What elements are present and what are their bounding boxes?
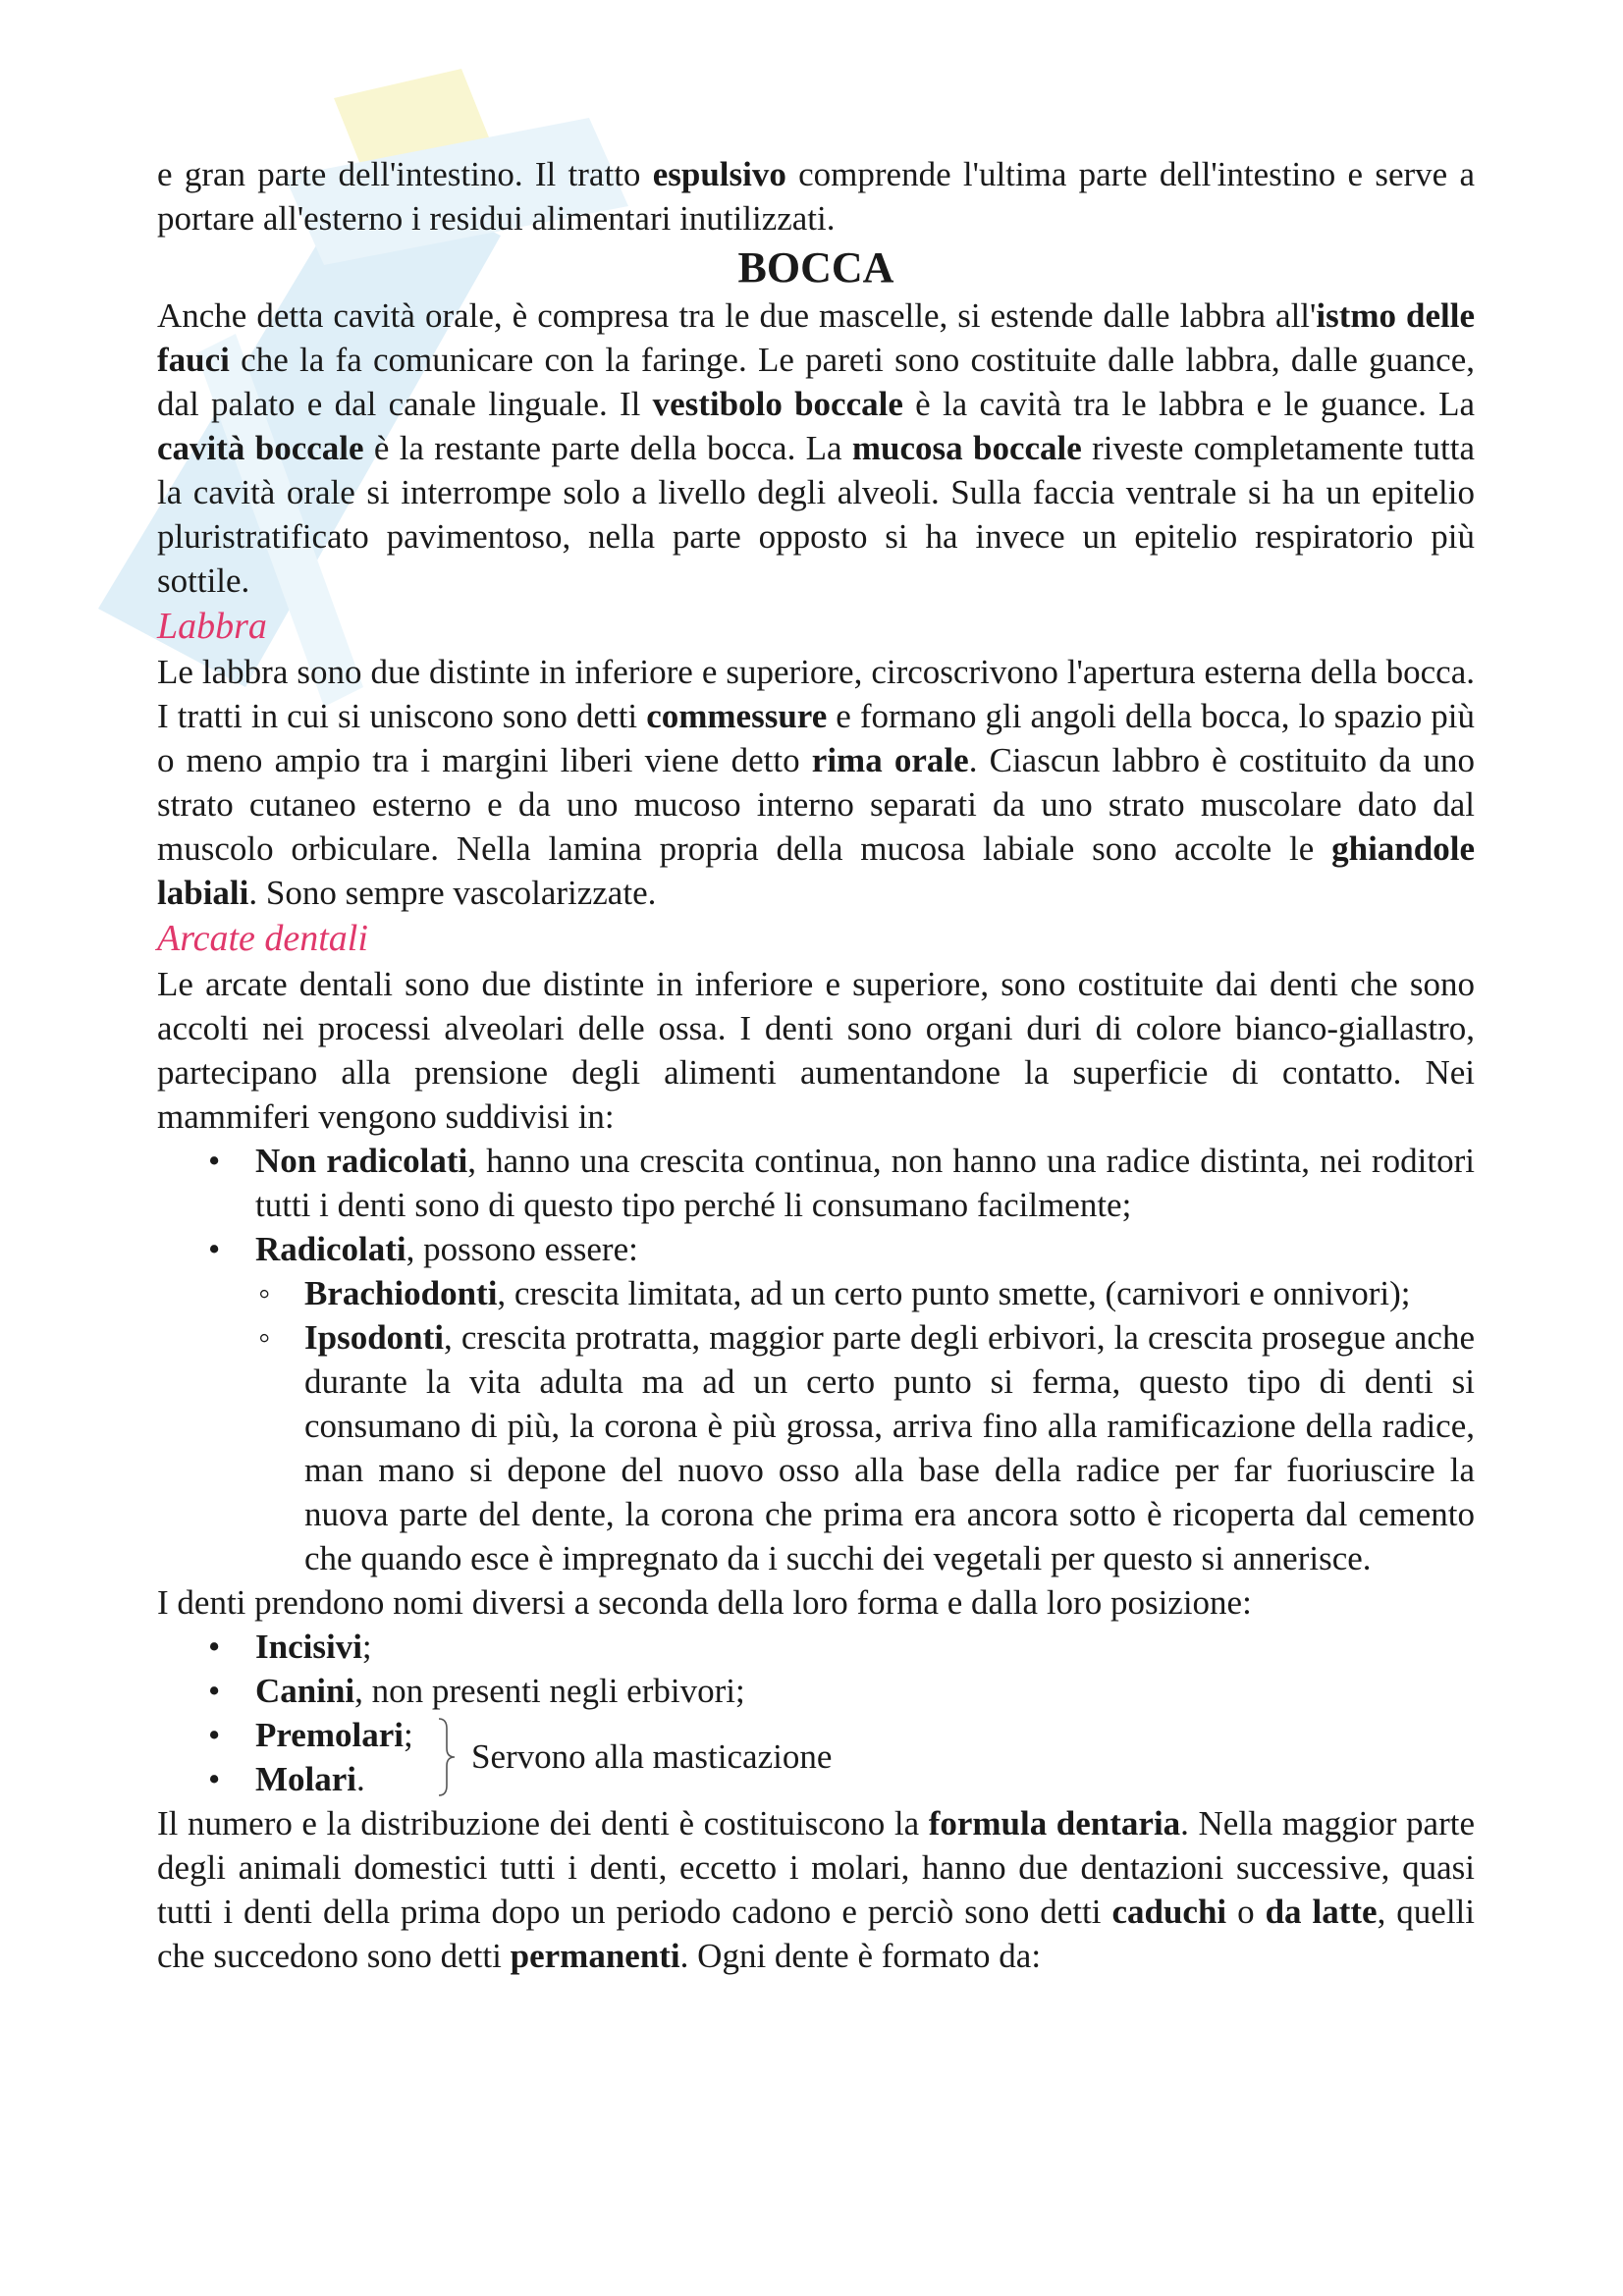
- list-item-text: , non presenti negli erbivori;: [354, 1672, 745, 1710]
- radicolati-sublist: [157, 1271, 1475, 1580]
- list-item-text: , possono essere:: [406, 1230, 638, 1268]
- sublist-item: [157, 1315, 1475, 1580]
- term-caduchi: caduchi: [1111, 1893, 1227, 1931]
- list-item: [157, 1227, 1475, 1271]
- term-mucosa-boccale: mucosa boccale: [851, 429, 1082, 467]
- term-molari: Molari: [255, 1760, 357, 1798]
- list-item: [157, 1669, 1475, 1713]
- arcate-paragraph: Le arcate dentali sono due distinte in inferiore e superiore, sono costituite dai denti che sono accolti nei processi alveolari delle ossa. I denti sono organi duri di colore bianco-giallastro, partecipano alla prensione degli alimenti aumentandone la superficie di contatto. Nei mammiferi vengono suddivisi in:: [157, 965, 1475, 1136]
- sublist-item-text: , crescita protratta, maggior parte degli erbivori, la crescita prosegue anche durante la vita adulta ma ad un certo punto si ferma, questo tipo di denti si consumano di più, la corona è più grossa, arriva fino alla ramificazione della radice, man mano si depone del nuovo osso alla base della radice per far fuoriuscire la nuova parte del dente, la corona che prima era ancora sotto è ricoperta dal cemento che quando esce è impregnato da i succhi dei vegetali per questo si annerisce.: [304, 1318, 1475, 1577]
- formula-dentaria-paragraph: [157, 1801, 1475, 1978]
- term-formula-dentaria: formula dentaria: [928, 1804, 1181, 1842]
- term-permanenti: permanenti: [510, 1937, 680, 1975]
- labbra-text: e formano gli angoli della bocca, lo spazio più o meno ampio tra i margini liberi viene detto: [157, 697, 1475, 779]
- term-commessure: commessure: [646, 697, 828, 735]
- labbra-text: . Ciascun labbro è costituito da uno strato cutaneo esterno e da uno mucoso interno separati da uno strato muscolare dato dal muscolo orbiculare. Nella lamina propria della mucosa labiale sono accolte le: [157, 741, 1475, 868]
- intro-paragraph: [157, 152, 1475, 240]
- page-content: [157, 152, 1475, 1978]
- teeth-list-wrapper: [157, 1625, 1475, 1801]
- list-item-text: .: [356, 1760, 365, 1798]
- subsection-title-labbra: Labbra: [157, 606, 267, 647]
- brace-annotation: [157, 1713, 844, 1801]
- term-espulsivo: espulsivo: [652, 155, 786, 193]
- sublist-item-text: , crescita limitata, ad un certo punto smette, (carnivori e onnivori);: [497, 1274, 1411, 1312]
- labbra-paragraph: [157, 650, 1475, 915]
- term-da-latte: da latte: [1265, 1893, 1378, 1931]
- term-premolari: Premolari: [255, 1716, 404, 1754]
- term-rima-orale: rima orale: [811, 741, 969, 779]
- formula-text: . Ogni dente è formato da:: [679, 1937, 1042, 1975]
- formula-text: o: [1226, 1893, 1266, 1931]
- tooth-type-list: [157, 1139, 1475, 1271]
- list-item-text: , hanno una crescita continua, non hanno una radice distinta, nei roditori tutti i denti sono di questo tipo perché li consumano facilmente;: [255, 1142, 1475, 1224]
- bocca-text: riveste completamente tutta la cavità orale si interrompe solo a livello degli alveoli. Sulla faccia ventrale si ha un epitelio pluristratificato pavimentoso, nella parte opposto si ha invece un epitelio respiratorio più sottile.: [157, 429, 1476, 600]
- term-ipsodonti: Ipsodonti: [304, 1318, 445, 1357]
- bocca-text: è la cavità tra le labbra e le guance. La: [902, 385, 1475, 423]
- bocca-text: Anche detta cavità orale, è compresa tra le due mascelle, si estende dalle labbra all': [157, 296, 1317, 335]
- list-item-text: ;: [361, 1628, 372, 1666]
- bocca-paragraph: [157, 294, 1475, 603]
- list-item: [157, 1625, 1475, 1669]
- term-canini: Canini: [255, 1672, 355, 1710]
- sublist-item: [157, 1271, 1475, 1315]
- bocca-text: è la restante parte della bocca. La: [363, 429, 852, 467]
- term-non-radicolati: Non radicolati: [255, 1142, 468, 1180]
- intro-text: comprende l'ultima parte dell'intestino e serve a portare all'esterno i residui alimentari inutilizzati.: [157, 155, 1475, 238]
- formula-text: . Nella maggior parte degli animali domestici tutti i denti, eccetto i molari, hanno due dentazioni successive, quasi tutti i denti della prima dopo un periodo cadono e perciò sono detti: [157, 1804, 1475, 1931]
- formula-text: Il numero e la distribuzione dei denti è costituiscono la: [157, 1804, 929, 1842]
- bocca-text: che la fa comunicare con la faringe. Le pareti sono costituite dalle labbra, dalle guance, dal palato e dal canale linguale. Il: [157, 341, 1475, 423]
- labbra-text: Le labbra sono due distinte in inferiore e superiore, circoscrivono l'apertura esterna della bocca. I tratti in cui si uniscono sono detti: [157, 653, 1475, 735]
- term-vestibolo-boccale: vestibolo boccale: [652, 385, 903, 423]
- brace-note: Servono alla masticazione: [471, 1737, 833, 1776]
- term-cavita-boccale: cavità boccale: [157, 429, 364, 467]
- term-ghiandole-labiali: ghiandole labiali: [157, 829, 1475, 912]
- term-incisivi: Incisivi: [255, 1628, 362, 1666]
- term-brachiodonti: Brachiodonti: [304, 1274, 498, 1312]
- intro-text: e gran parte dell'intestino. Il tratto: [157, 155, 653, 193]
- section-title-bocca: BOCCA: [737, 243, 894, 292]
- term-istmo-delle-fauci: istmo delle fauci: [157, 296, 1475, 379]
- labbra-text: . Sono sempre vascolarizzate.: [248, 874, 657, 912]
- term-radicolati: Radicolati: [255, 1230, 406, 1268]
- teeth-names-intro: I denti prendono nomi diversi a seconda della loro forma e dalla loro posizione:: [157, 1583, 1252, 1622]
- list-item-text: ;: [403, 1716, 413, 1754]
- subsection-title-arcate-dentali: Arcate dentali: [157, 918, 368, 959]
- curly-brace-icon: [437, 1717, 457, 1797]
- formula-text: , quelli che succedono sono detti: [157, 1893, 1476, 1975]
- list-item: [157, 1139, 1475, 1227]
